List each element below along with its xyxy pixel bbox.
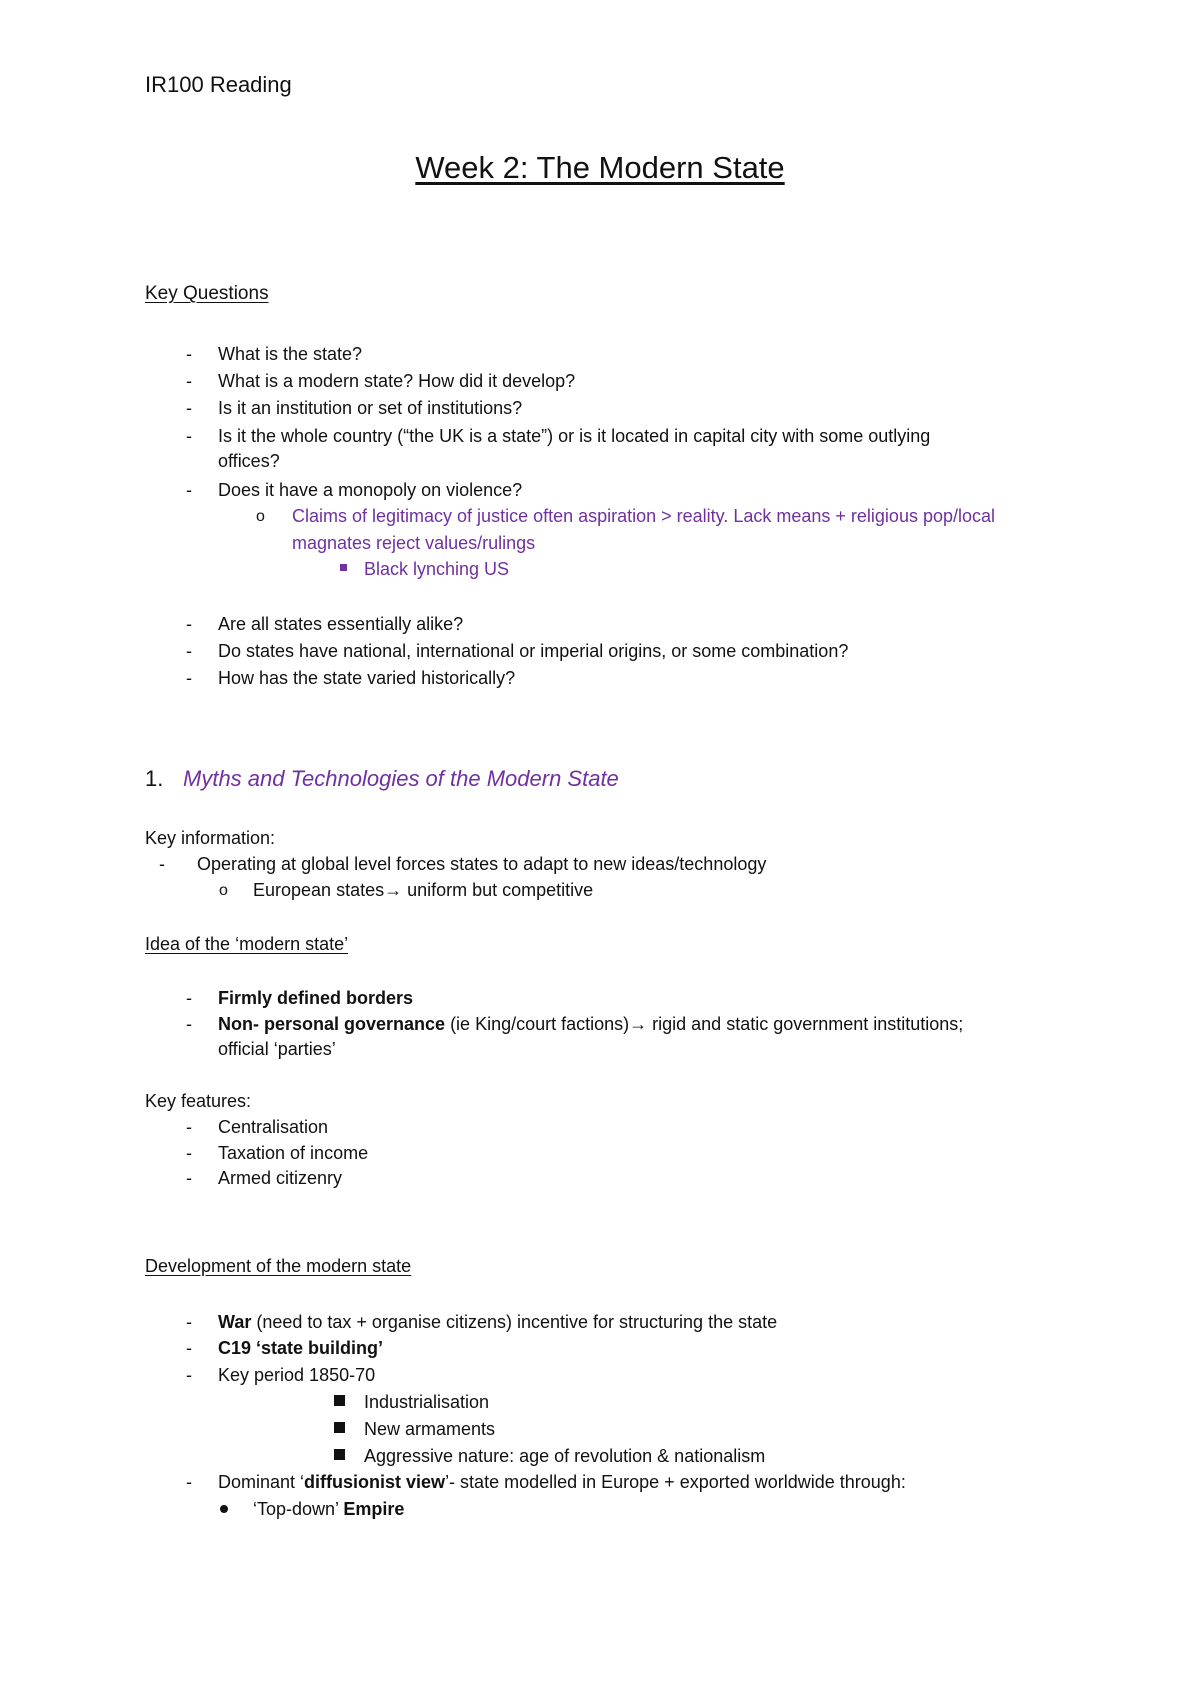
section-number: 1. — [145, 766, 164, 791]
idea-item-text: (ie King/court factions)→ rigid and static government institutions; — [445, 1014, 964, 1034]
development-subitem: New armaments — [364, 1419, 496, 1439]
dash-marker: - — [186, 1472, 192, 1492]
development-heading: Development of the modern state — [145, 1256, 412, 1276]
dash-marker: - — [186, 1143, 192, 1163]
development-item-bold: Empire — [343, 1499, 405, 1519]
idea-item-bold: Firmly defined borders — [218, 988, 414, 1008]
violence-note-continuation: magnates reject values/rulings — [292, 533, 536, 553]
feature-item: Armed citizenry — [218, 1168, 343, 1188]
dash-marker: - — [186, 480, 192, 500]
idea-item — [218, 985, 413, 1011]
question-item: Is it an institution or set of institutions? — [218, 398, 523, 418]
development-item-text: Dominant ‘ — [218, 1472, 305, 1492]
dash-marker: - — [186, 1365, 192, 1385]
square-bullet-icon — [334, 1422, 345, 1433]
idea-heading: Idea of the ‘modern state’ — [145, 934, 349, 954]
key-info-subitem: European states→ uniform but competitive — [253, 880, 594, 900]
feature-item: Centralisation — [218, 1117, 329, 1137]
development-item — [218, 1335, 383, 1361]
key-info-item: Operating at global level forces states to adapt to new ideas/technology — [197, 854, 767, 874]
dash-marker: - — [186, 426, 192, 446]
idea-item-bold: Non- personal governance — [218, 1014, 446, 1034]
dash-marker: - — [186, 398, 192, 418]
square-bullet-icon — [334, 1449, 345, 1460]
key-info-label: Key information: — [145, 828, 276, 848]
development-item-bold: diffusionist view — [304, 1472, 446, 1492]
dash-marker: - — [159, 854, 165, 874]
square-bullet-icon — [340, 564, 347, 571]
violence-example: Black lynching US — [364, 559, 510, 579]
question-item: Is it the whole country (“the UK is a state”) or is it located in capital city with some outlying — [218, 426, 931, 446]
question-item: Do states have national, international or imperial origins, or some combination? — [218, 641, 849, 661]
disc-bullet-icon — [220, 1505, 228, 1513]
idea-item — [218, 1011, 963, 1037]
development-subitem — [253, 1496, 404, 1522]
development-item: Key period 1850-70 — [218, 1365, 376, 1385]
dash-marker: - — [186, 1168, 192, 1188]
development-item-text: ‘Top-down’ — [253, 1499, 344, 1519]
dash-marker: - — [186, 614, 192, 634]
development-item-text: (need to tax + organise citizens) incentive for structuring the state — [251, 1312, 778, 1332]
development-item — [218, 1469, 906, 1495]
dash-marker: - — [186, 988, 192, 1008]
question-item: What is a modern state? How did it develop? — [218, 371, 576, 391]
dash-marker: - — [186, 1312, 192, 1332]
development-item — [218, 1309, 777, 1335]
dash-marker: - — [186, 1338, 192, 1358]
dash-marker: - — [186, 641, 192, 661]
question-item: What is the state? — [218, 344, 363, 364]
development-item-bold: C19 ‘state building’ — [218, 1338, 384, 1358]
development-subitem: Aggressive nature: age of revolution & nationalism — [364, 1446, 766, 1466]
question-item: Does it have a monopoly on violence? — [218, 480, 523, 500]
development-subitem: Industrialisation — [364, 1392, 490, 1412]
section-title: Myths and Technologies of the Modern State — [183, 766, 619, 791]
dash-marker: - — [186, 1117, 192, 1137]
development-item-text: ’- state modelled in Europe + exported worldwide through: — [445, 1472, 906, 1492]
question-item: How has the state varied historically? — [218, 668, 516, 688]
dash-marker: - — [186, 668, 192, 688]
idea-item-continuation: official ‘parties’ — [218, 1039, 336, 1059]
square-bullet-icon — [334, 1395, 345, 1406]
circle-bullet-icon: o — [256, 508, 265, 525]
dash-marker: - — [186, 344, 192, 364]
key-questions-heading: Key Questions — [145, 283, 269, 304]
course-label: IR100 Reading — [145, 72, 292, 97]
question-item-continuation: offices? — [218, 451, 280, 471]
circle-bullet-icon: o — [219, 882, 228, 899]
violence-note: Claims of legitimacy of justice often aspiration > reality. Lack means + religious pop/local — [292, 506, 996, 526]
question-item: Are all states essentially alike? — [218, 614, 464, 634]
features-label: Key features: — [145, 1091, 252, 1111]
page-title: Week 2: The Modern State — [415, 150, 785, 185]
dash-marker: - — [186, 371, 192, 391]
dash-marker: - — [186, 1014, 192, 1034]
feature-item: Taxation of income — [218, 1143, 369, 1163]
development-item-bold: War — [218, 1312, 252, 1332]
